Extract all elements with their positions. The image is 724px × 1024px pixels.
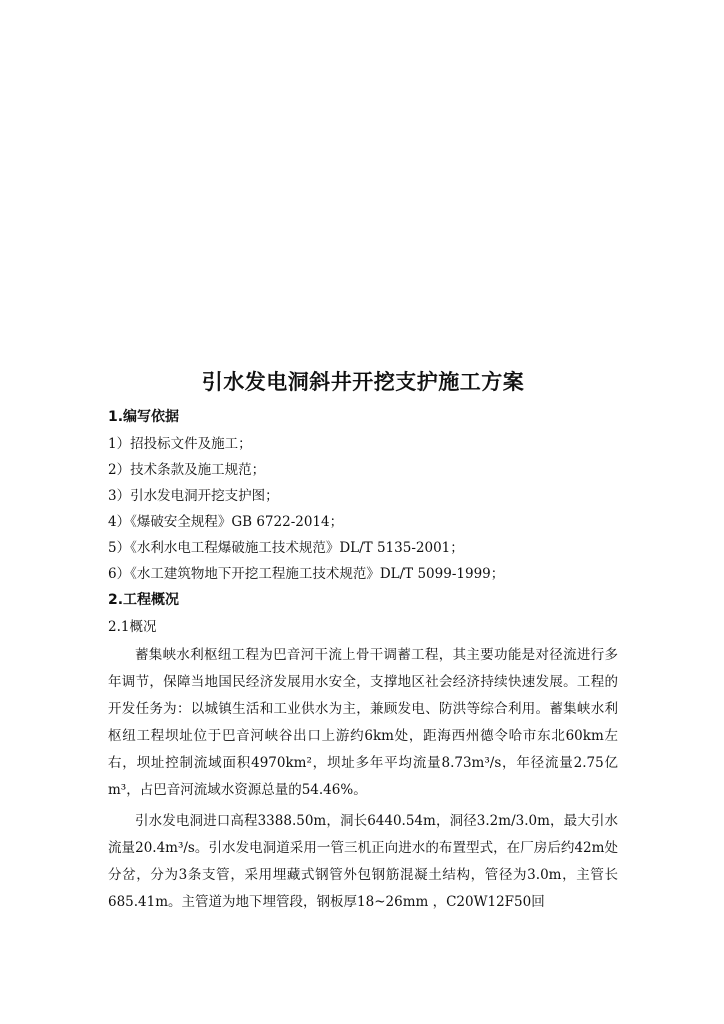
basis-item: 6）《水工建筑物地下开挖工程施工技术规范》DL/T 5099-1999； [108, 566, 505, 582]
section-heading-overview: 2.工程概况 [108, 592, 180, 608]
document-title: 引水发电洞斜井开挖支护施工方案 [201, 370, 525, 394]
basis-item: 2）技术条款及施工规范； [108, 462, 266, 478]
subsection-heading: 2.1概况 [108, 619, 157, 635]
basis-item: 3）引水发电洞开挖支护图； [108, 488, 279, 504]
tunnel-paragraph: 引水发电洞进口高程3388.50m，洞长6440.54m，洞径3.2m/3.0m，最大引水流量20.4m³/s。引水发电洞道采用一管三机正向进水的布置型式，在厂房后约42m处分岔，分为3条支管，采用埋藏式钢管外包钢筋混凝土结构，管径为3.0m，主管长685.41m。主管道为地下埋管段，钢板厚18~26mm ，C20W12F50回 [108, 813, 618, 910]
section-heading-basis: 1.编写依据 [108, 409, 180, 425]
overview-paragraph: 蓄集峡水利枢纽工程为巴音河干流上骨干调蓄工程，其主要功能是对径流进行多年调节，保障当地国民经济发展用水安全，支撑地区社会经济持续快速发展。工程的开发任务为：以城镇生活和工业供水为主，兼顾发电、防洪等综合利用。蓄集峡水利枢纽工程坝址位于巴音河峡谷出口上游约6km处，距海西州德令哈市东北60km左右，坝址控制流域面积4970km²，坝址多年平均流量8.73m³/s，年径流量2.75亿m³，占巴音河流域水资源总量的54.46%。 [108, 647, 618, 798]
basis-item: 4）《爆破安全规程》GB 6722-2014； [108, 514, 344, 530]
basis-item: 1）招投标文件及施工； [108, 436, 252, 452]
document-body [108, 368, 618, 920]
basis-item: 5）《水利水电工程爆破施工技术规范》DL/T 5135-2001； [108, 540, 464, 556]
